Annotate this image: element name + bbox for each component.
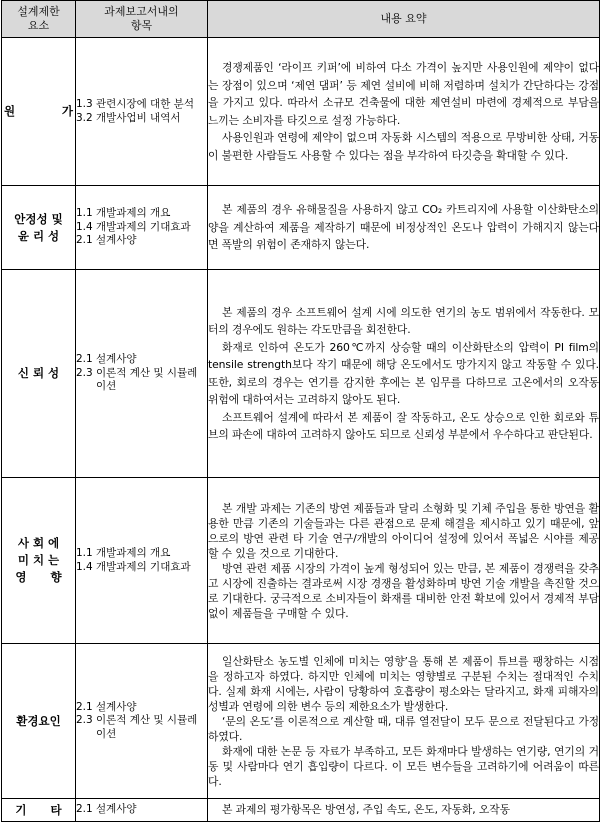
content-cell [208, 478, 600, 644]
content-cell [208, 38, 600, 186]
table-row [2, 270, 600, 478]
factor-cell [2, 270, 76, 478]
ref-item: 2.1 설계사양 [76, 234, 137, 247]
factor-label: 사 회 에 [17, 536, 60, 550]
header-constraint-factor: 설계제한 요소 [2, 1, 76, 38]
table-row [2, 186, 600, 270]
factor-label: 영 향 [15, 570, 62, 584]
factor-cell [2, 478, 76, 644]
factor-label: 기 타 [15, 802, 62, 817]
content-paragraph: 화재에 대한 논문 등 자료가 부족하고, 모든 화재마다 발생하는 연기량, 연기의 거동 및 사람마다 연기 흡입량이 다르다. 이 모든 변수들을 고려하기에 어려움이 따른다. [208, 744, 599, 788]
table-row [2, 644, 600, 799]
table-header-row [2, 1, 600, 38]
content-paragraph: 소프트웨어 설계에 따라서 본 제품이 잘 작동하고, 온도 상승으로 인한 회로와 튜브의 파손에 대하여 고려하지 않아도 되므로 신뢰성 부분에서 우수하다고 판단된다. [208, 410, 599, 441]
factor-cell [2, 186, 76, 270]
content-cell [208, 799, 600, 822]
ref-item: 2.1 설계사양 [76, 803, 137, 816]
ref-item: 1.3 관련시장에 대한 분석 [76, 98, 194, 110]
factor-label: 신 뢰 성 [17, 366, 60, 380]
factor-cell [2, 644, 76, 799]
table-row [2, 38, 600, 186]
content-cell [208, 270, 600, 478]
content-cell [208, 644, 600, 799]
ref-item: 1.1 개발과제의 개요 [76, 207, 171, 220]
factor-label: 윤 리 성 [17, 228, 60, 243]
content-paragraph: 경쟁제품인 ‘라이프 키퍼’에 비하여 다소 가격이 높지만 사용인원에 제약이 없다는 장점이 있으며 ‘제연 댐퍼’ 등 제연 설비에 비해 저렴하며 설치가 간단하다는 강점을 가지고 있다. 따라서 소규모 건축물에 대한 제연설비 마련에 경제적으로 부담을 느끼는 소비자를 타깃으로 설정 가능하다. [208, 61, 599, 127]
ref-item: 1.4 개발과제의 기대효과 [76, 220, 191, 233]
refs-cell [76, 478, 208, 644]
refs-cell [76, 270, 208, 478]
ref-item: 1.1 개발과제의 개요 [76, 547, 171, 559]
table-row [2, 478, 600, 644]
content-paragraph: 본 제품의 경우 유해물질을 사용하지 않고 CO₂ 카트리지에 사용할 이산화탄소의 양을 계산하여 제품을 제작하기 때문에 비정상적인 온도나 압력이 가해지지 않는다면 폭발의 위험이 존재하지 않는다. [208, 203, 599, 252]
ref-item: 2.3 이론적 계산 및 시뮬레이션 [76, 714, 198, 740]
refs-cell [76, 186, 208, 270]
factor-cell [2, 799, 76, 822]
factor-cell [2, 38, 76, 186]
ref-item: 2.1 설계사양 [76, 353, 137, 366]
factor-label: 미 치 는 [17, 553, 60, 567]
factor-label: 안정성 및 [14, 211, 63, 226]
ref-item: 2.1 설계사양 [76, 700, 137, 713]
content-cell [208, 186, 600, 270]
content-paragraph: 본 개발 과제는 기존의 방연 제품들과 달리 소형화 및 기체 주입을 통한 방연을 활용한 만큼 기존의 기술들과는 다른 관점으로 문제 해결을 제시하고 있기 때문에, 앞으로의 방연 관련 타 기술 연구/개발의 아이디어 설정에 있어서 폭넓은 시야를 제공할 수 있을 것으로 기대한다. [208, 501, 599, 560]
content-paragraph: 방연 관련 제품 시장의 가격이 높게 형성되어 있는 만큼, 본 제품이 경쟁력을 갖추고 시장에 진출하는 결과로써 시장 경쟁을 활성화하며 방연 기술 개발을 촉진할 것으로 기대한다. 궁극적으로 소비자들이 화재를 대비한 안전 확보에 있어서 경제적 부담 없이 제품들을 구매할 수 있다. [208, 561, 599, 620]
header-content-summary: 내용 요약 [208, 1, 600, 38]
header-report-section: 과제보고서내의 항목 [76, 1, 208, 38]
design-constraints-table [1, 0, 600, 822]
content-paragraph: 일산화탄소 농도별 인체에 미치는 영향’을 통해 본 제품이 튜브를 팽창하는 시점을 정하고자 하였다. 하지만 인체에 미치는 영향별로 구분된 수치는 절대적인 수치다. 실제 화재 시에는, 사람이 당황하여 호흡량이 평소와는 달라지고, 화재 피해자의 성별과 연령에 의한 변수 등의 제한요소가 발생한다. [208, 654, 599, 713]
content-paragraph: 사용인원과 연령에 제약이 없으며 자동화 시스템의 적용으로 무방비한 상태, 거동이 불편한 사람들도 사용할 수 있다는 점을 부각하여 타깃층을 확대할 수 있다. [208, 131, 599, 162]
content-paragraph: 본 과제의 평가항목은 방연성, 주입 속도, 온도, 자동화, 오작동 [222, 803, 510, 817]
ref-item: 3.2 개발사업비 내역서 [76, 111, 181, 124]
content-paragraph: 본 제품의 경우 소프트웨어 설계 시에 의도한 연기의 농도 범위에서 작동한다. 모터의 경우에도 원하는 각도만큼을 회전한다. [208, 305, 599, 336]
content-paragraph: ‘문의 온도’를 이론적으로 계산할 때, 대류 열전달이 모두 문으로 전달된다고 가정하였다. [208, 714, 599, 743]
refs-cell [76, 644, 208, 799]
factor-label: 원 가 [4, 104, 73, 118]
table-row [2, 799, 600, 822]
ref-item: 2.3 이론적 계산 및 시뮬레이션 [76, 366, 198, 393]
refs-cell [76, 799, 208, 822]
refs-cell [76, 38, 208, 186]
ref-item: 1.4 개발과제의 기대효과 [76, 560, 191, 573]
factor-label: 환경요인 [16, 713, 61, 728]
content-paragraph: 화재로 인하여 온도가 260℃까지 상승할 때의 이산화탄소의 압력이 PI film의 tensile strength보다 작기 때문에 해당 온도에서도 망가지지 않고 작동할 수 있다. 또한, 회로의 경우는 연기를 감지한 후에는 본 임무를 다하므로 고온에서의 오작동 위험에 대하여서는 고려하지 않아도 된다. [208, 340, 599, 406]
